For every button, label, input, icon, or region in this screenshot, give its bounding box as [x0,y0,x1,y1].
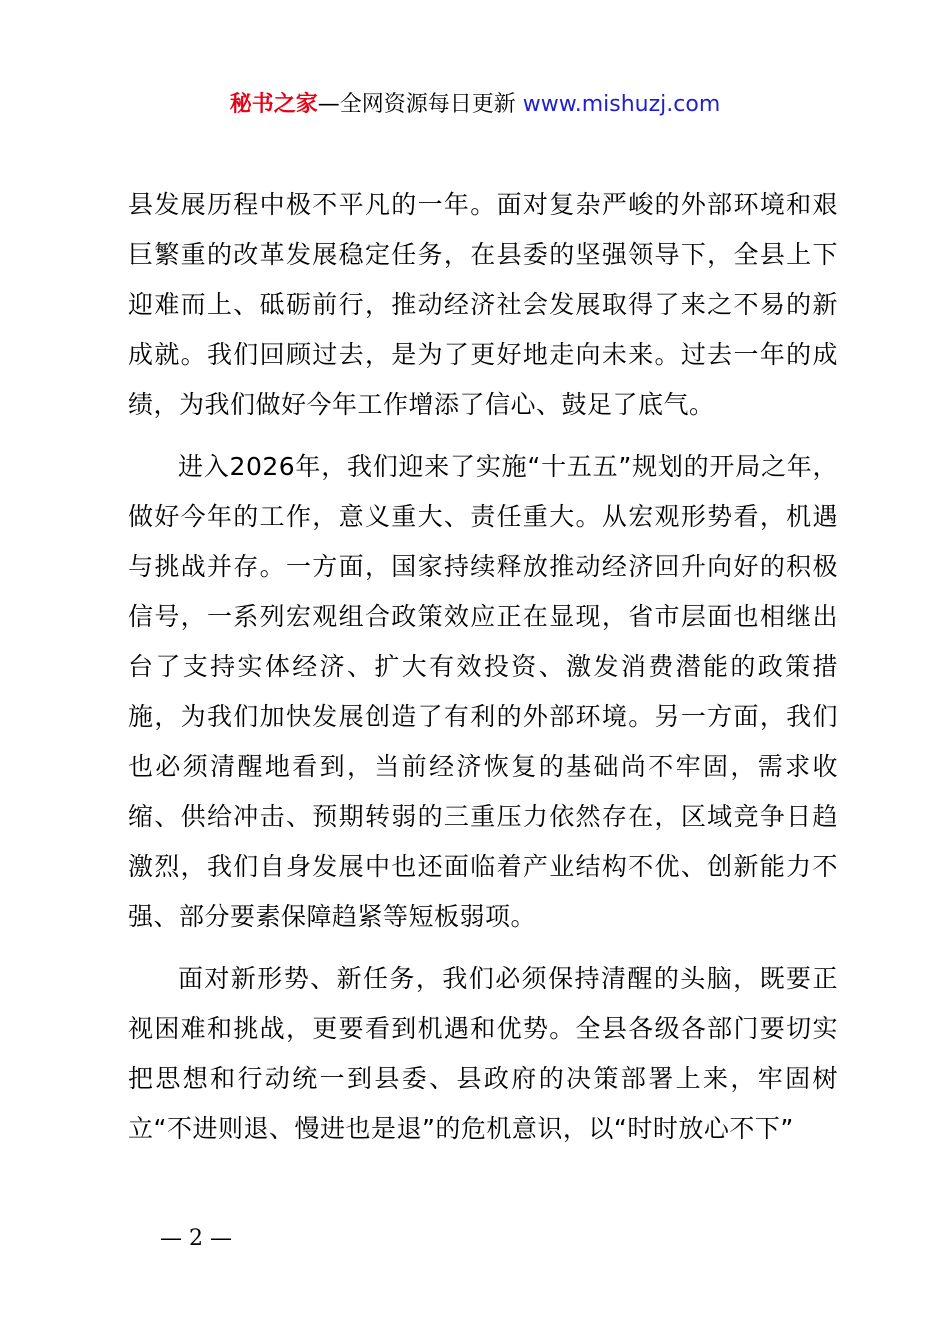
paragraph: 进入2026年，我们迎来了实施“十五五”规划的开局之年，做好今年的工作，意义重大、责任重大。从宏观形势看，机遇与挑战并存。一方面，国家持续释放推动经济回升向好的积极信号，一系列宏观组合政策效应正在显现，省市层面也相继出台了支持实体经济、扩大有效投资、激发消费潜能的政策措施，为我们加快发展创造了有利的外部环境。另一方面，我们也必须清醒地看到，当前经济恢复的基础尚不牢固，需求收缩、供给冲击、预期转弱的三重压力依然存在，区域竞争日趋激烈，我们自身发展中也还面临着产业结构不优、创新能力不强、部分要素保障趋紧等短板弱项。 [128,452,838,931]
site-url-link[interactable]: www.mishuzj.com [522,92,721,117]
brand-name: 秘书之家 [229,92,318,117]
page-number: — 2 — [160,1226,232,1251]
document-header [0,88,950,122]
paragraph: 面对新形势、新任务，我们必须保持清醒的头脑，既要正视困难和挑战，更要看到机遇和优势。全县各级各部门要切实把思想和行动统一到县委、县政府的决策部署上来，牢固树立“不进则退、慢进也是退”的危机意识，以“时时放心不下” [128,964,838,1143]
document-body [128,180,838,1154]
header-tagline: —全网资源每日更新 [317,92,516,117]
paragraph-continued: 县发展历程中极不平凡的一年。面对复杂严峻的外部环境和艰巨繁重的改革发展稳定任务，在县委的坚强领导下，全县上下迎难而上、砥砺前行，推动经济社会发展取得了来之不易的新成就。我们回顾过去，是为了更好地走向未来。过去一年的成绩，为我们做好今年工作增添了信心、鼓足了底气。 [128,190,838,419]
